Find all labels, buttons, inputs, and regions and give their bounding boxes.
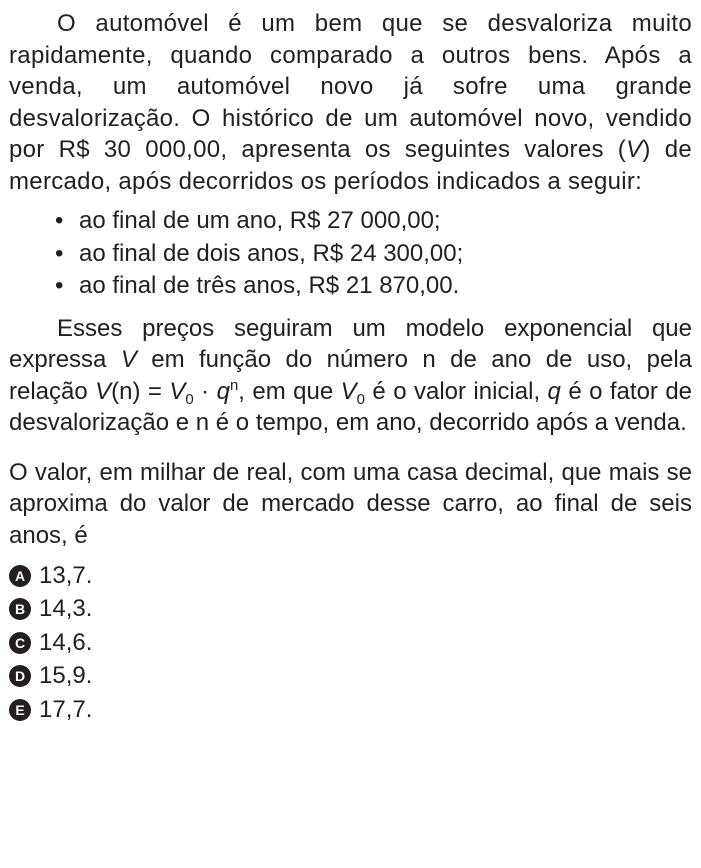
option-letter-icon: A	[9, 565, 31, 587]
answer-options	[9, 559, 692, 726]
option-e[interactable]	[9, 693, 692, 726]
option-text: 13,7.	[39, 561, 93, 589]
option-text: 14,3.	[39, 595, 93, 623]
bullet-icon: •	[55, 207, 64, 234]
list-item: • ao final de três anos, R$ 21 870,00.	[55, 270, 692, 303]
list-item: • ao final de dois anos, R$ 24 300,00;	[55, 238, 692, 271]
question-text: O valor, em milhar de real, com uma casa decimal, que mais se aproxima do valor de mercado desse carro, ao final de seis anos, é	[9, 458, 692, 549]
model-paragraph: Esses preços seguiram um modelo exponencial que expressa V em função do número n de ano de uso, pela relação $V(n) = V_0 \cdot q^n$, em que $V_0$ é o valor inicial, q é o fator de desvalorização e n é o tempo, em ano, decorrido após a venda.	[9, 314, 693, 437]
list-item: • ao final de um ano, R$ 27 000,00;	[55, 205, 692, 238]
option-c[interactable]	[9, 626, 692, 659]
option-letter-icon: E	[9, 699, 31, 721]
option-letter-icon: C	[9, 632, 31, 654]
intro-paragraph: O automóvel é um bem que se desvaloriza muito rapidamente, quando comparado a outros bens. Após a venda, um automóvel novo já sofre uma grande desvalorização. O histórico de um automóvel novo, vendido por R$ 30 000,00, apresenta os seguintes valores (V) de mercado, após decorridos os períodos indicados a seguir:	[9, 10, 692, 195]
option-b[interactable]	[9, 593, 692, 626]
option-a[interactable]	[9, 559, 692, 592]
option-letter-icon: B	[9, 598, 31, 620]
option-text: 17,7.	[39, 695, 93, 723]
variable-v: V	[626, 136, 643, 163]
formula: $V(n) = V_0 \cdot q^n$	[95, 376, 239, 408]
bullet-icon: •	[55, 272, 64, 300]
bullet-icon: •	[55, 239, 64, 267]
option-d[interactable]	[9, 659, 692, 692]
option-letter-icon: D	[9, 665, 31, 687]
option-text: 14,6.	[39, 628, 93, 656]
value-list	[9, 205, 692, 303]
option-text: 15,9.	[39, 662, 93, 690]
